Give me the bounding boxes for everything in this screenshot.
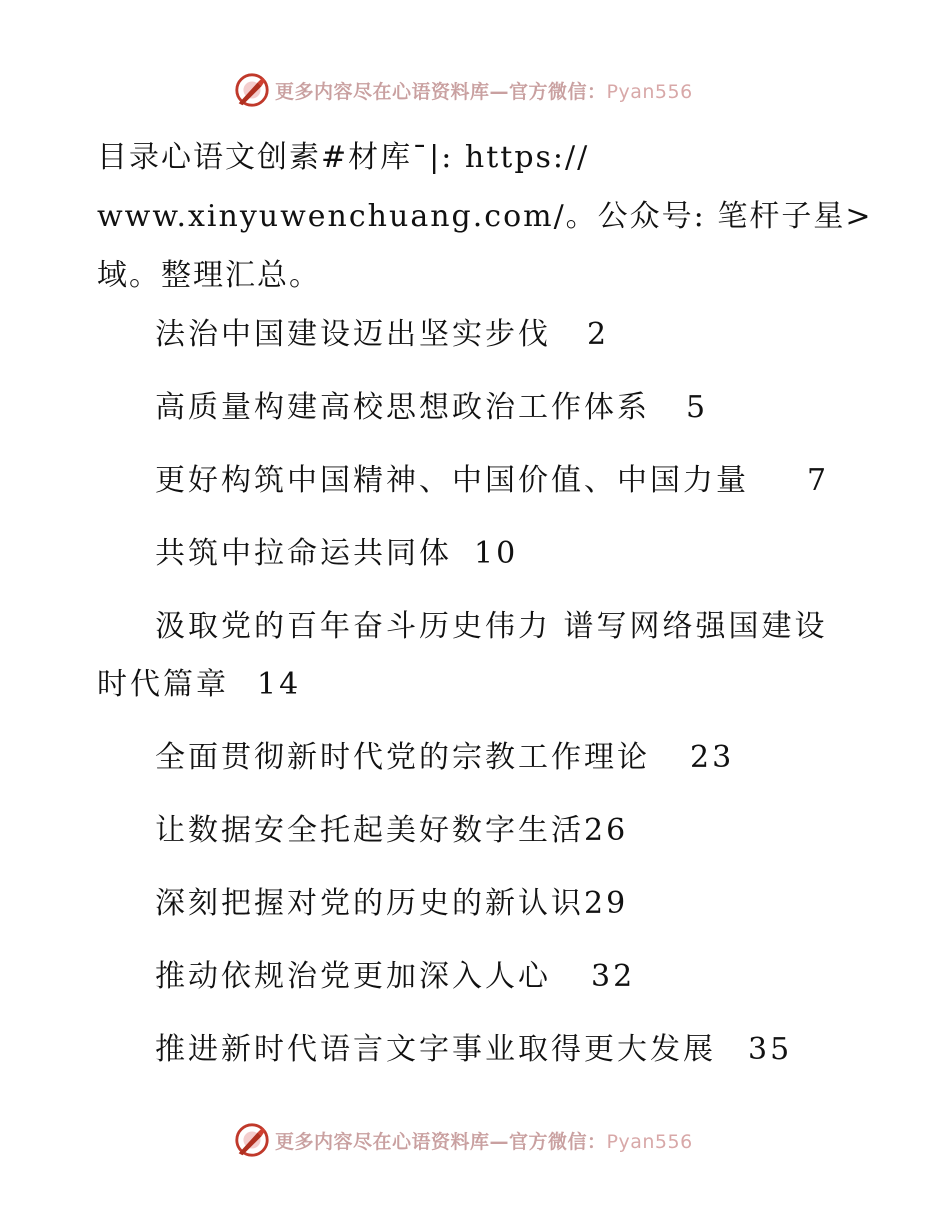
header-banner-separator: — <box>489 80 510 103</box>
toc-entry <box>97 598 857 714</box>
footer-banner <box>233 1120 713 1160</box>
table-of-contents <box>97 306 857 1094</box>
footer-banner-separator: — <box>489 1130 510 1153</box>
toc-entry-page: 10 <box>474 536 519 571</box>
toc-entry-title: 深刻把握对党的历史的新认识 <box>155 886 584 921</box>
toc-entry-title: 汲取党的百年奋斗历史伟力 谱写网络强国建设时代篇章 <box>97 609 828 702</box>
toc-entry-page: 5 <box>686 390 709 425</box>
toc-entry <box>97 729 857 787</box>
toc-entry-title: 全面贯彻新时代党的宗教工作理论 <box>155 740 650 775</box>
toc-entry-page: 7 <box>807 463 830 498</box>
toc-entry-page: 35 <box>748 1032 793 1067</box>
footer-banner-text <box>275 1127 693 1154</box>
toc-entry-title: 高质量构建高校思想政治工作体系 <box>155 390 650 425</box>
toc-entry-page: 14 <box>257 667 302 702</box>
footer-banner-contact-label: 官方微信： <box>509 1130 607 1153</box>
toc-entry <box>97 1021 857 1079</box>
header-banner-text <box>275 77 693 104</box>
toc-entry-title: 共筑中拉命运共同体 <box>155 536 452 571</box>
header-banner <box>233 70 713 110</box>
toc-entry <box>97 875 857 933</box>
header-banner-title: 更多内容尽在心语资料库 <box>275 80 490 103</box>
toc-entry <box>97 525 857 583</box>
pen-logo-icon <box>233 1121 271 1159</box>
toc-entry-page: 26 <box>584 813 629 848</box>
toc-entry-page: 2 <box>587 317 610 352</box>
toc-entry-title: 推进新时代语言文字事业取得更大发展 <box>155 1032 716 1067</box>
intro-text: 目录心语文创素#材库¯|: https:// www.xinyuwenchuang.com/。公众号: 笔杆子星> 域。整理汇总。 <box>97 140 873 293</box>
header-banner-contact-id: Pyan556 <box>606 80 693 103</box>
toc-entry-page: 32 <box>591 959 636 994</box>
toc-entry-title: 法治中国建设迈出坚实步伐 <box>155 317 551 352</box>
toc-entry <box>97 948 857 1006</box>
footer-banner-title: 更多内容尽在心语资料库 <box>275 1130 490 1153</box>
header-banner-contact-label: 官方微信： <box>509 80 607 103</box>
toc-entry-page: 23 <box>690 740 735 775</box>
pen-logo-icon <box>233 71 271 109</box>
toc-entry-title: 让数据安全托起美好数字生活 <box>155 813 584 848</box>
toc-entry-title: 更好构筑中国精神、中国价值、中国力量 <box>155 463 749 498</box>
toc-entry <box>97 452 857 510</box>
toc-entry-page: 29 <box>584 886 629 921</box>
toc-entry <box>97 306 857 364</box>
toc-entry-title: 推动依规治党更加深入人心 <box>155 959 551 994</box>
toc-entry <box>97 802 857 860</box>
footer-banner-contact-id: Pyan556 <box>606 1130 693 1153</box>
toc-entry <box>97 379 857 437</box>
